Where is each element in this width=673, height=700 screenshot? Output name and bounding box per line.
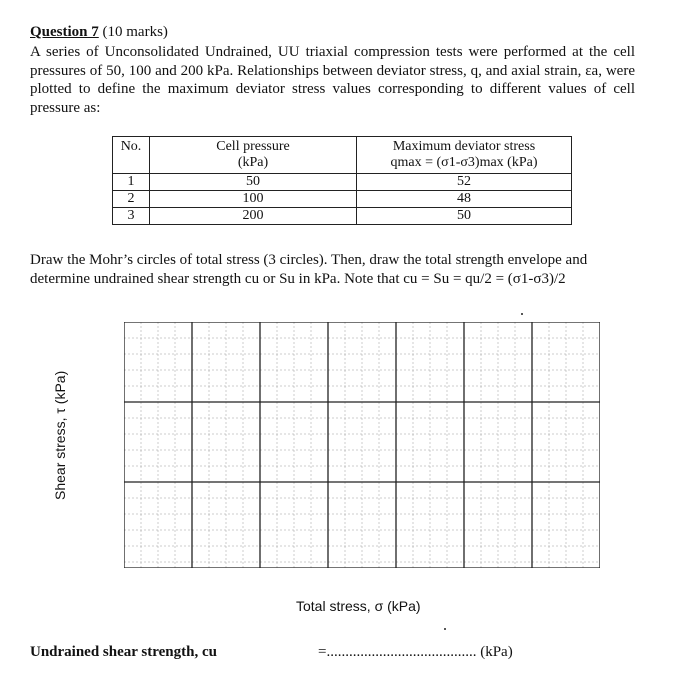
question-marks: (10 marks) [102, 24, 168, 40]
stray-mark [444, 628, 446, 630]
question-intro: A series of Unconsolidated Undrained, UU triaxial compression tests were performed at the cell pressures of 50, 100 and 200 kPa. Relationships between deviator stress, q, and axial strain, εa, were plotted to define the maximum deviator stress values corresponding to different values of cell pressure as: [30, 44, 635, 116]
row-no: 3 [113, 208, 150, 225]
header-max-deviator: Maximum deviator stress qmax = (σ1-σ3)max (kPa) [357, 137, 572, 174]
question-number: Question 7 [30, 24, 99, 40]
table-row [113, 208, 572, 225]
row-no: 2 [113, 191, 150, 208]
row-cell-pressure: 100 [150, 191, 357, 208]
x-axis-label: Total stress, σ (kPa) [296, 598, 421, 614]
row-max-deviator: 50 [357, 208, 572, 225]
stray-mark [521, 313, 523, 315]
header-no: No. [113, 137, 150, 174]
table-row [113, 174, 572, 191]
row-cell-pressure: 200 [150, 208, 357, 225]
header-cell-pressure: Cell pressure (kPa) [150, 137, 357, 174]
row-max-deviator: 52 [357, 174, 572, 191]
row-no: 1 [113, 174, 150, 191]
table-header-row [113, 137, 572, 174]
test-results-table [112, 136, 572, 225]
graph-grid [124, 322, 600, 568]
answer-label: Undrained shear strength, cu [30, 644, 217, 660]
row-cell-pressure: 50 [150, 174, 357, 191]
instruction-text: Draw the Mohr’s circles of total stress (3 circles). Then, draw the total strength envelope and determine undrained shear strength cu or Su in kPa. Note that cu = Su = qu/2 = (σ1-σ3)/2 [30, 252, 588, 287]
answer-blank[interactable]: =........................................ (kPa) [318, 644, 513, 660]
table-row [113, 191, 572, 208]
y-axis-label: Shear stress, τ (kPa) [52, 370, 68, 500]
question-heading [30, 24, 168, 41]
row-max-deviator: 48 [357, 191, 572, 208]
